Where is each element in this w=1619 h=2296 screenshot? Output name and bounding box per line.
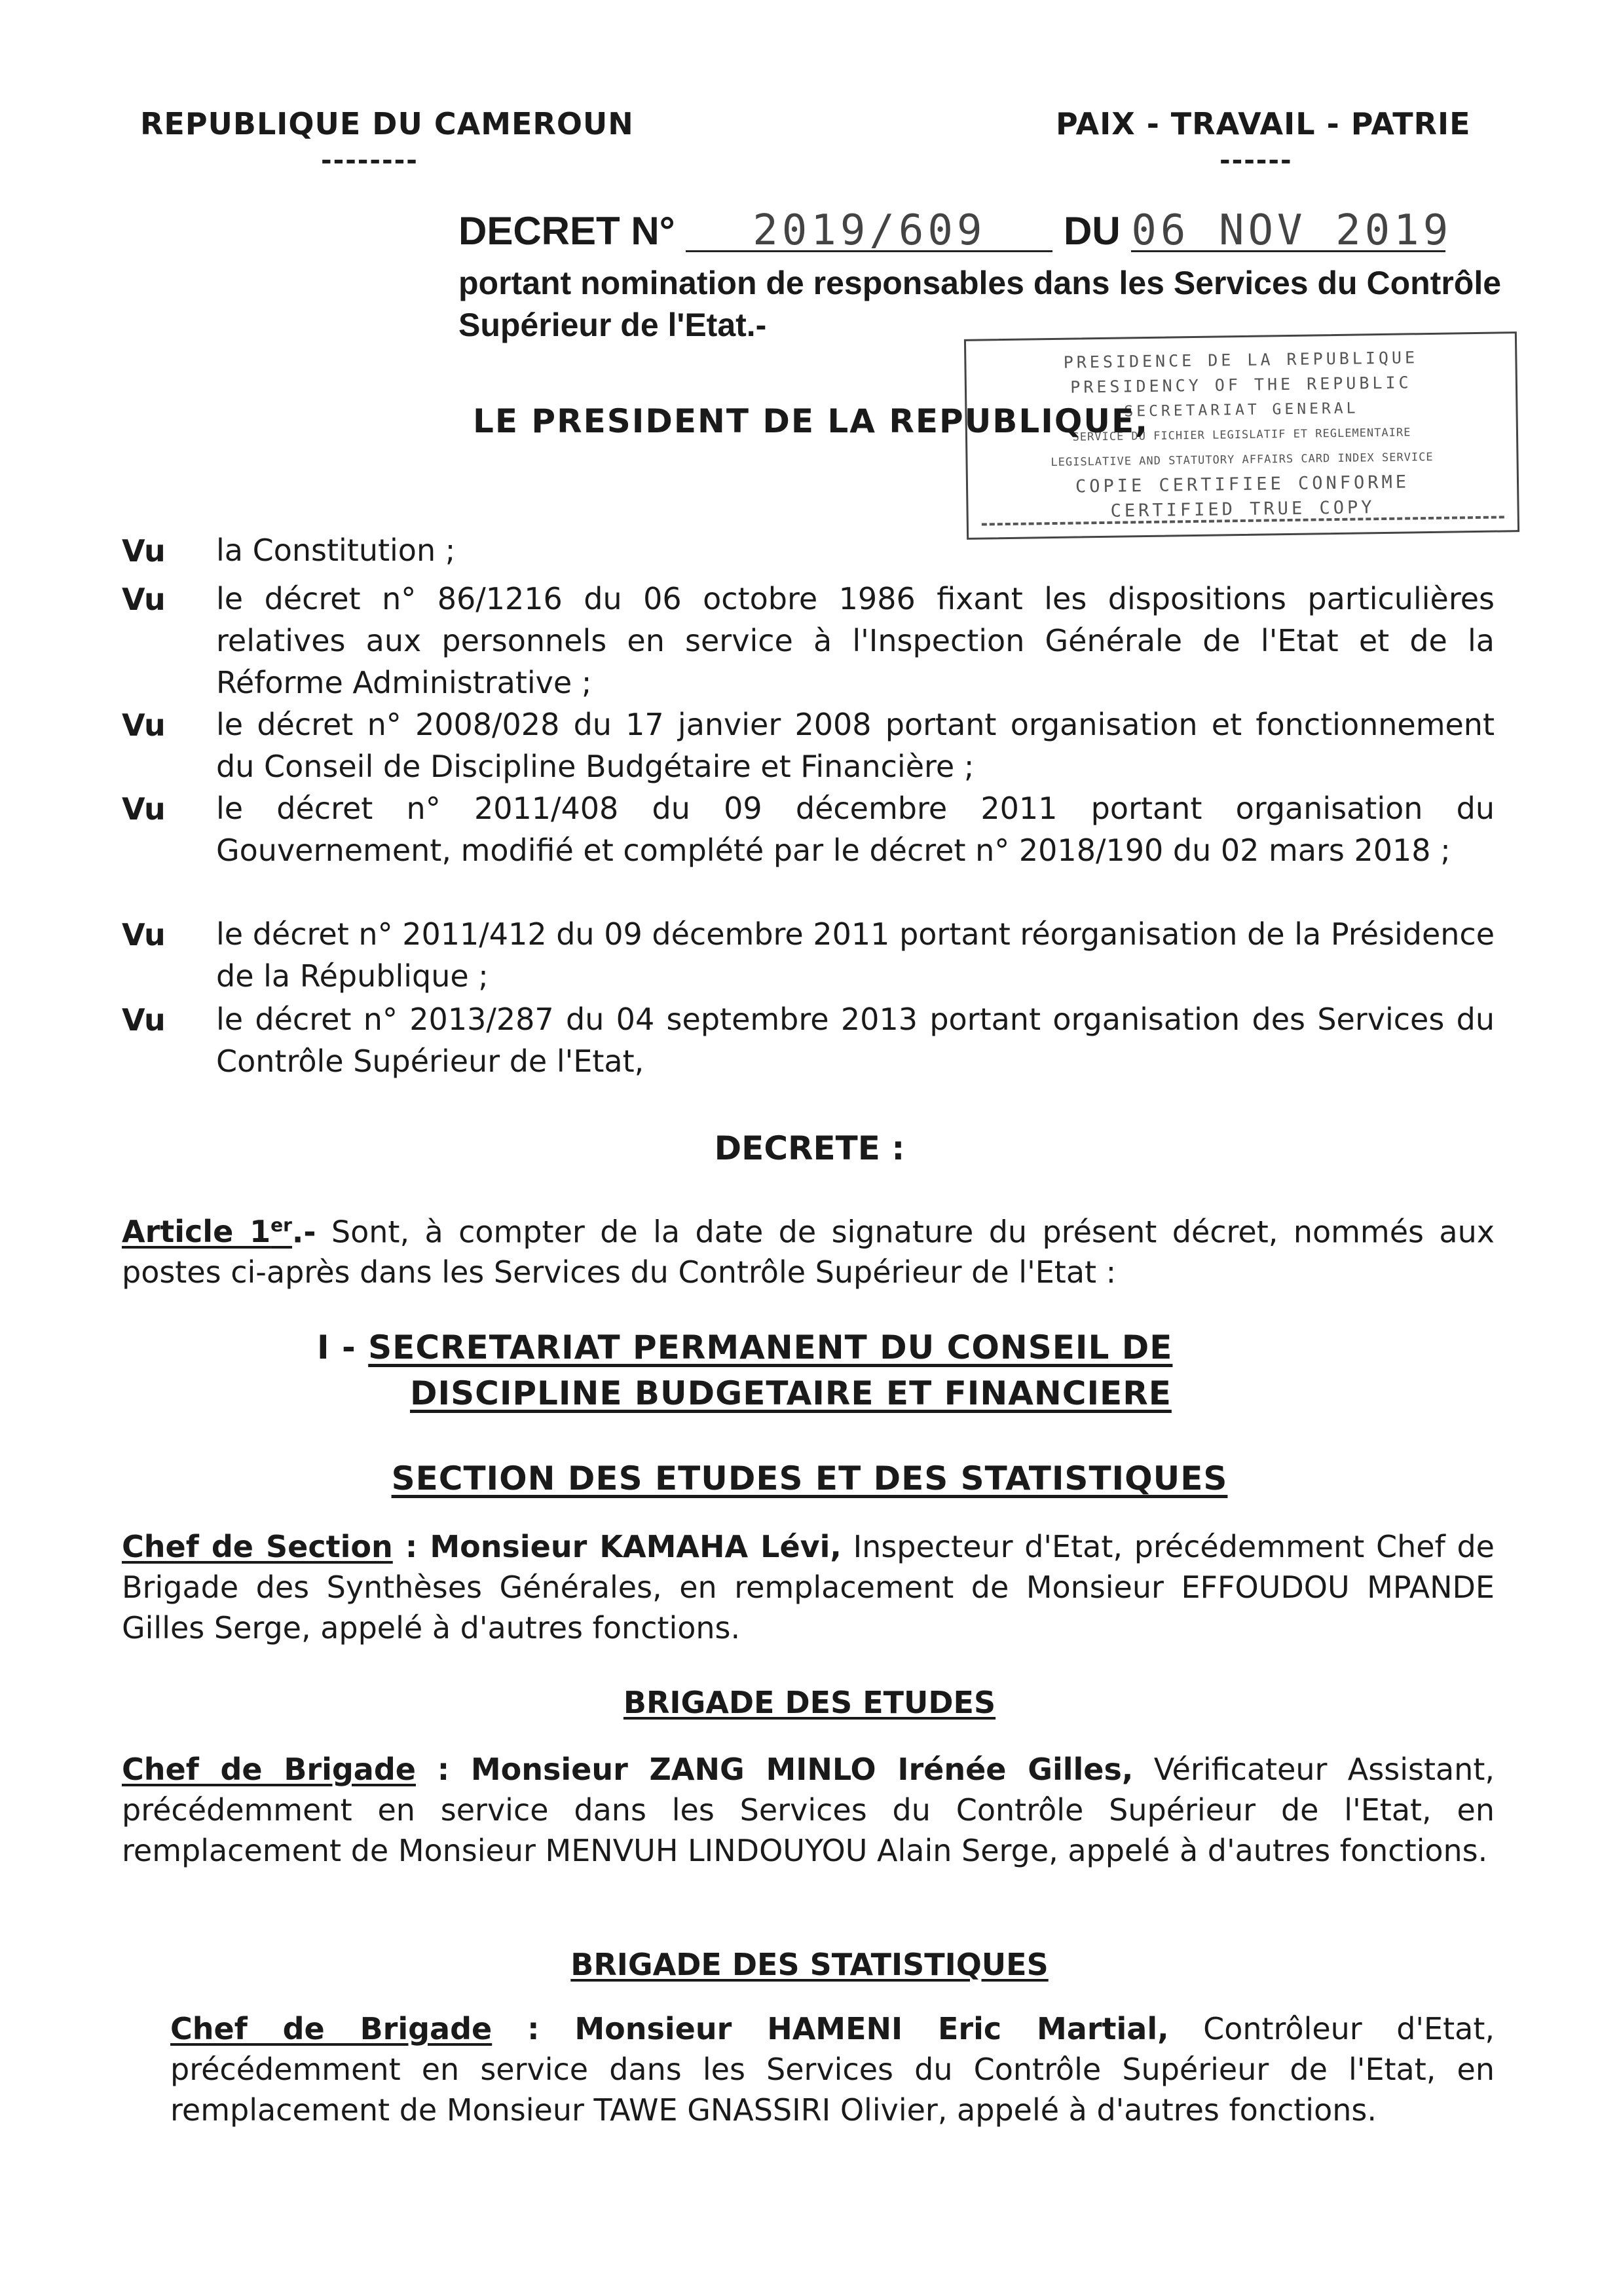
part-1-prefix: I - [317,1328,369,1366]
brigade-stats-appointment: Chef de Brigade : Monsieur HAMENI Eric Martial, Contrôleur d'Etat, précédemment en service dans les Services du Contrôle Supérieur de l'Etat, en remplacement de Monsieur TAWE GNASSIRI Olivier, appelé à d'autres fonctions. [170,2011,1495,2128]
stamp-line5: LEGISLATIVE AND STATUTORY AFFAIRS CARD INDEX SERVICE [1051,450,1434,470]
section-appointee-name: Monsieur KAMAHA Lévi, [430,1529,842,1564]
vu-item: la Constitution ; [216,533,456,568]
header-left-dashes: -------- [321,145,419,176]
vu-item: le décret n° 2011/408 du 09 décembre 2011 portant organisation du Gouvernement, modifié et complété par le décret n° 2018/190 du 02 mars 2018 ; [216,791,1495,868]
brigade-etudes-role: Chef de Brigade [122,1752,416,1787]
decret-date: 06 NOV 2019 [1131,206,1453,255]
section-role: Chef de Section [122,1529,393,1564]
decret-label: DECRET N° [458,209,675,253]
article-1 [122,1205,1495,1292]
brigade-etudes-title: BRIGADE DES ETUDES [623,1685,996,1720]
decret-subject-line1: portant nomination de responsables dans les Services du Contrôle [458,265,1502,301]
header-left: REPUBLIQUE DU CAMEROUN [140,106,634,141]
vu-item: le décret n° 86/1216 du 06 octobre 1986 fixant les dispositions particulières relatives aux personnels en service à l'Inspection Générale de l'Etat et de la Réforme Administrative ; [216,581,1495,700]
brigade-etudes-appointment: Chef de Brigade : Monsieur ZANG MINLO Irénée Gilles, Vérificateur Assistant, précédemment en service dans les Services du Contrôle Supérieur de l'Etat, en remplacement de Monsieur MENVUH LINDOUYOU Alain Serge, appelé à d'autres fonctions. [122,1752,1495,1868]
decret-du-label: DU [1064,209,1121,253]
stamp-line7: CERTIFIED TRUE COPY [1110,497,1375,521]
vu-label: Vu [122,917,166,952]
president-heading: LE PRESIDENT DE LA REPUBLIQUE, [473,402,1149,440]
stamp-line2: PRESIDENCY OF THE REPUBLIC [1070,373,1412,397]
vu-label: Vu [122,1002,166,1038]
part-1-line1: SECRETARIAT PERMANENT DU CONSEIL DE [368,1328,1173,1366]
article-1-label-end: .- [291,1214,316,1250]
brigade-stats-title: BRIGADE DES STATISTIQUES [570,1947,1049,1982]
article-1-text: Sont, à compter de la date de signature du présent décret, nommés aux postes ci-après dans les Services du Contrôle Supérieur de l'Etat : [122,1214,1495,1290]
stamp-line6: COPIE CERTIFIEE CONFORME [1075,472,1410,497]
brigade-stats-role: Chef de Brigade [170,2011,493,2046]
stamp-line4: SERVICE DU FICHIER LEGISLATIF ET REGLEMENTAIRE [1072,426,1411,444]
brigade-stats-appointee-name: Monsieur HAMENI Eric Martial, [574,2011,1169,2046]
part-1-line2: DISCIPLINE BUDGETAIRE ET FINANCIERE [410,1374,1172,1412]
section-title: SECTION DES ETUDES ET DES STATISTIQUES [391,1459,1228,1497]
section-appointment: Chef de Section : Monsieur KAMAHA Lévi, Inspecteur d'Etat, précédemment Chef de Brigade des Synthèses Générales, en remplacement de Monsieur EFFOUDOU MPANDE Gilles Serge, appelé à d'autres fonctions. [122,1529,1495,1646]
vu-label: Vu [122,533,166,569]
decret-subject-line2: Supérieur de l'Etat.- [458,307,767,343]
vu-label: Vu [122,791,166,827]
brigade-stats-text: Contrôleur d'Etat, précédemment en service dans les Services du Contrôle Supérieur de l'Etat, en remplacement de Monsieur TAWE GNASSIRI Olivier, appelé à d'autres fonctions. [170,2011,1495,2128]
vu-item: le décret n° 2013/287 du 04 septembre 2013 portant organisation des Services du Contrôle Supérieur de l'Etat, [216,1002,1495,1079]
article-1-label: Article 1er [122,1214,292,1250]
article-1-sup: er [270,1214,292,1236]
vu-label: Vu [122,707,166,743]
decret-number: 2019/609 [686,211,1052,252]
brigade-etudes-heading [0,1685,1619,1720]
header-right: PAIX - TRAVAIL - PATRIE [1056,106,1471,141]
brigade-etudes-text: Vérificateur Assistant, précédemment en service dans les Services du Contrôle Supérieur de l'Etat, en remplacement de Monsieur MENVUH LINDOUYOU Alain Serge, appelé à d'autres fonctions. [122,1752,1495,1868]
vu-item: le décret n° 2008/028 du 17 janvier 2008 portant organisation et fonctionnement du Conseil de Discipline Budgétaire et Financière ; [216,707,1495,784]
header-right-dashes: ------ [1219,145,1293,176]
section-appointment-text: Inspecteur d'Etat, précédemment Chef de Brigade des Synthèses Générales, en remplacement de Monsieur EFFOUDOU MPANDE Gilles Serge, appelé à d'autres fonctions. [122,1529,1495,1646]
brigade-etudes-appointee-name: Monsieur ZANG MINLO Irénée Gilles, [470,1752,1134,1787]
decrete-heading: DECRETE : [714,1129,905,1167]
vu-label: Vu [122,582,166,617]
stamp-line1: PRESIDENCE DE LA REPUBLIQUE [1063,348,1419,372]
part-1-heading [317,1328,1172,1366]
stamp-line3: SECRETARIAT GENERAL [1124,400,1359,421]
decret-line [458,206,1453,255]
brigade-stats-heading [0,1947,1619,1982]
vu-item: le décret n° 2011/412 du 09 décembre 2011 portant réorganisation de la Présidence de la République ; [216,916,1495,994]
